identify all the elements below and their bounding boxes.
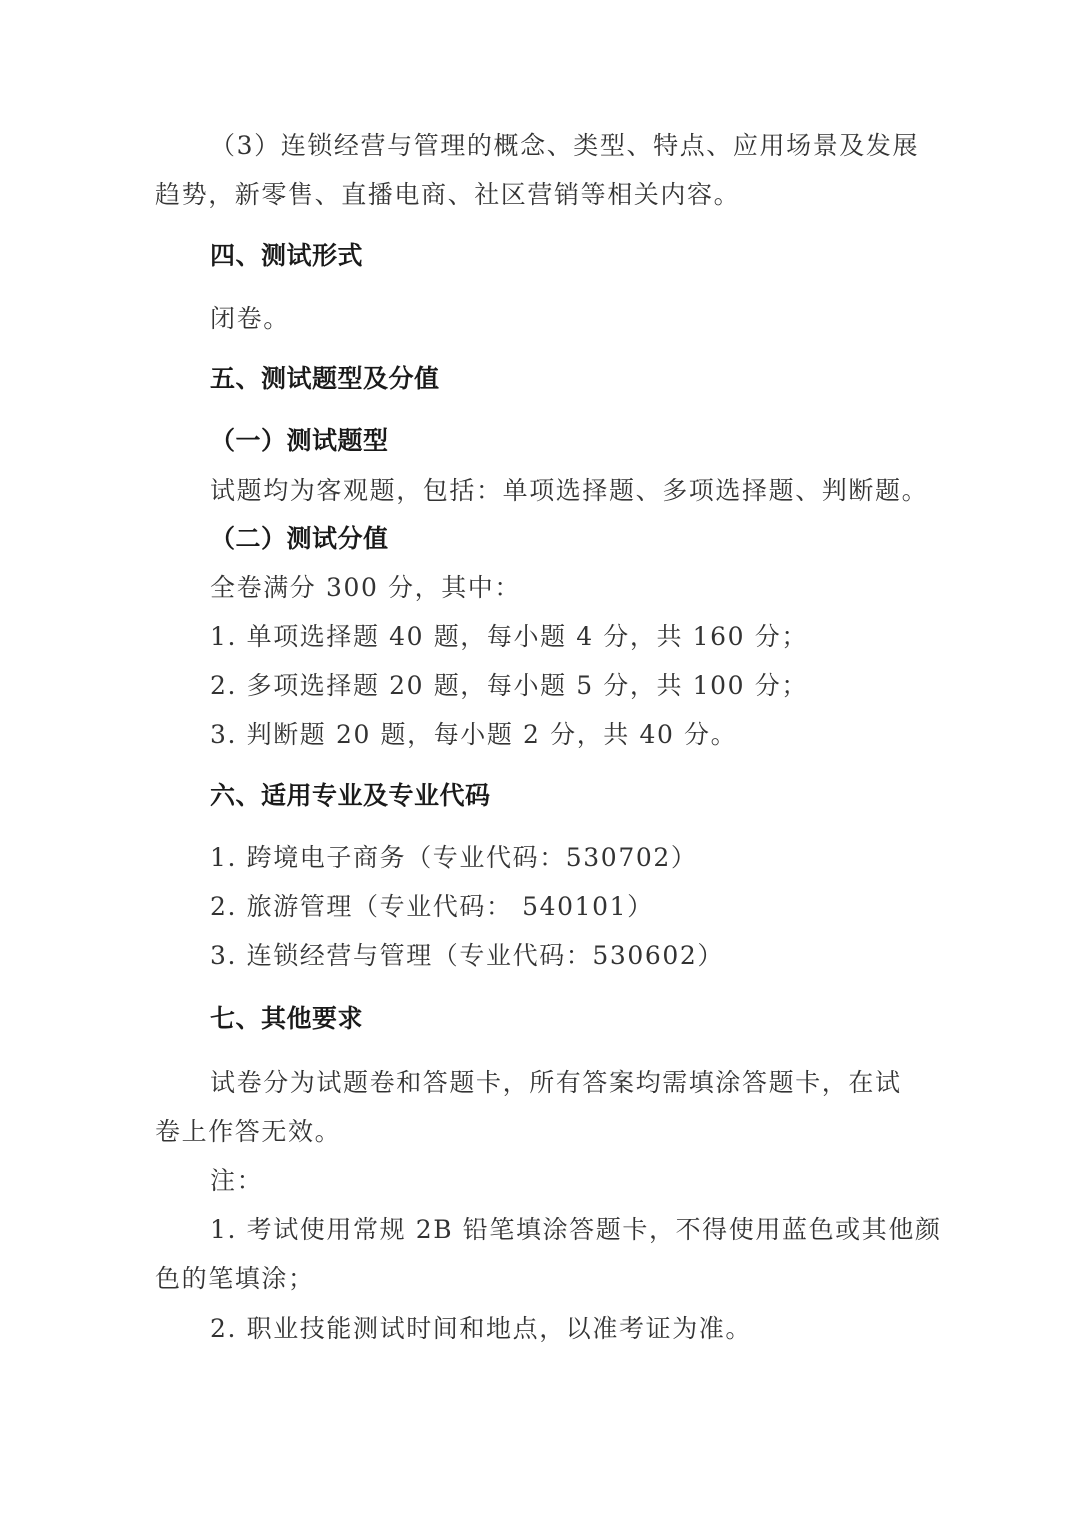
score-item-2: 2. 多项选择题 20 题，每小题 5 分，共 100 分；	[210, 671, 808, 700]
section6-heading: 六、适用专业及专业代码	[210, 781, 491, 810]
section5-sub2-intro: 全卷满分 300 分，其中：	[210, 573, 522, 602]
section7-para-line1: 试卷分为试题卷和答题卡，所有答案均需填涂答题卡，在试	[210, 1068, 902, 1097]
section5-sub1-content: 试题均为客观题，包括：单项选择题、多项选择题、判断题。	[210, 476, 929, 505]
note-label: 注：	[210, 1166, 264, 1195]
score-item-3: 3. 判断题 20 题，每小题 2 分，共 40 分。	[210, 720, 738, 749]
note1-line1: 1. 考试使用常规 2B 铅笔填涂答题卡，不得使用蓝色或其他颜	[210, 1215, 942, 1244]
item3-line2: 趋势，新零售、直播电商、社区营销等相关内容。	[155, 180, 741, 209]
major-item-3: 3. 连锁经营与管理（专业代码：530602）	[210, 941, 725, 970]
section5-sub1-heading: （一）测试题型	[210, 426, 389, 455]
section5-sub2-heading: （二）测试分值	[210, 524, 389, 553]
item3-line1: （3）连锁经营与管理的概念、类型、特点、应用场景及发展	[210, 131, 920, 160]
section7-heading: 七、其他要求	[210, 1004, 364, 1033]
section7-para-line2: 卷上作答无效。	[155, 1117, 342, 1146]
major-item-2: 2. 旅游管理（专业代码： 540101）	[210, 892, 654, 921]
note1-line2: 色的笔填涂；	[155, 1264, 315, 1293]
note2: 2. 职业技能测试时间和地点，以准考证为准。	[210, 1314, 753, 1343]
section4-content: 闭卷。	[210, 304, 290, 333]
major-item-1: 1. 跨境电子商务（专业代码：530702）	[210, 843, 698, 872]
section4-heading: 四、测试形式	[210, 241, 364, 270]
section5-heading: 五、测试题型及分值	[210, 364, 440, 393]
score-item-1: 1. 单项选择题 40 题，每小题 4 分，共 160 分；	[210, 622, 808, 651]
